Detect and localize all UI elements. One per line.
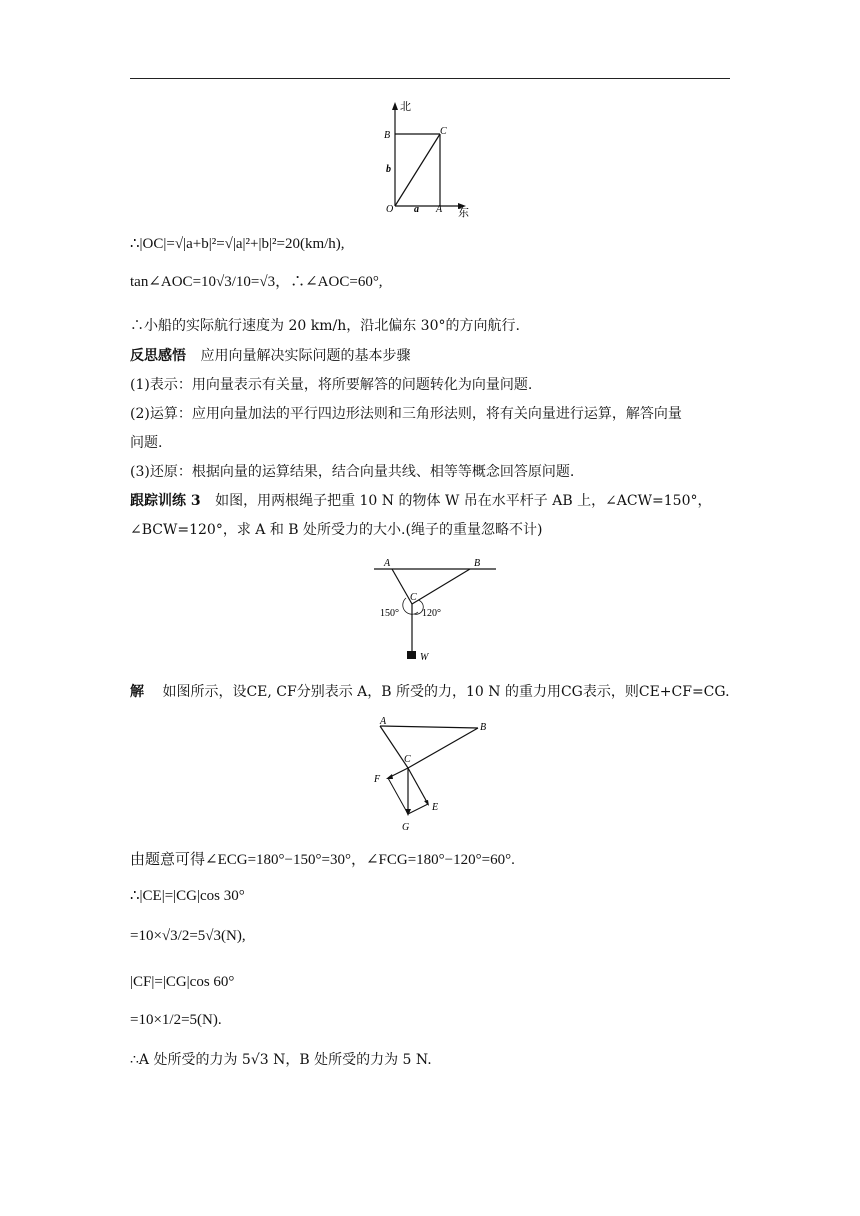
fig1-label-b: b — [386, 164, 391, 175]
fig2-label-B: B — [474, 558, 481, 569]
text-line-16: =10×1/2=5(N). — [130, 1012, 222, 1028]
solution-heading: 解 — [130, 684, 144, 700]
text-line-11 — [130, 682, 730, 702]
text-line-9 — [130, 491, 711, 511]
reflection-intro: 应用向量解决实际问题的基本步骤 — [200, 348, 411, 364]
text-line-14: =10×√3/2=5√3(N), — [130, 928, 246, 944]
text-line-4 — [130, 346, 410, 366]
fig3-label-C: C — [404, 754, 411, 765]
fig2-angle-120: 120° — [422, 608, 441, 619]
fig1-north: 北 — [400, 101, 411, 113]
exercise-text: 如图，用两根绳子把重 10 N 的物体 W 吊在水平杆子 AB 上，∠ACW=150°， — [215, 493, 712, 509]
fig3-label-A: A — [380, 716, 387, 727]
text-line-5: (1)表示：用向量表示有关量，将所要解答的问题转化为向量问题. — [130, 377, 533, 393]
text-line-15: |CF|=|CG|cos 60° — [130, 974, 235, 990]
fig2-angle-150: 150° — [380, 608, 399, 619]
fig1-label-a: a — [414, 204, 419, 215]
fig1-label-A: A — [436, 204, 443, 215]
text-line-17: ∴A 处所受的力为 5√3 N，B 处所受的力为 5 N. — [130, 1052, 432, 1068]
text-line-6: (2)运算：应用向量加法的平行四边形法则和三角形法则，将有关向量进行运算，解答向量 — [130, 406, 682, 422]
text-line-7: 问题. — [130, 435, 163, 451]
text-line-12: 由题意可得∠ECG=180°−150°=30°，∠FCG=180°−120°=60°. — [130, 852, 515, 868]
fig1-east: 东 — [458, 207, 469, 219]
header-rule — [130, 78, 730, 79]
section-heading-reflection: 反思感悟 — [130, 348, 186, 364]
fig3-label-B: B — [480, 722, 487, 733]
section-heading-exercise: 跟踪训练 3 — [130, 493, 201, 509]
fig3-label-F: F — [374, 774, 381, 785]
solution-intro: 如图所示，设CE, CF分别表示 A，B 所受的力，10 N 的重力用CG表示，则CE+CF=CG. — [162, 684, 730, 700]
text-line-13: ∴|CE|=|CG|cos 30° — [130, 888, 245, 904]
text-line-3: ∴小船的实际航行速度为 20 km/h，沿北偏东 30°的方向航行. — [130, 318, 520, 334]
figure-hanging-weight — [370, 554, 500, 664]
fig2-label-A: A — [384, 558, 391, 569]
fig3-label-G: G — [402, 822, 410, 833]
fig3-label-E: E — [432, 802, 439, 813]
fig1-label-C: C — [440, 126, 447, 137]
text-line-2: tan∠AOC=10√3/10=√3，∴∠AOC=60°, — [130, 274, 383, 290]
fig1-label-O: O — [386, 204, 394, 215]
text-line-1: ∴|OC|=√|a+b|²=√|a|²+|b|²=20(km/h), — [130, 236, 345, 252]
fig1-label-B: B — [384, 130, 391, 141]
figure-velocity-diagram — [380, 98, 480, 222]
fig2-label-W: W — [420, 652, 429, 663]
figure-force-diagram — [366, 712, 496, 838]
fig2-label-C: C — [410, 592, 417, 603]
text-line-10: ∠BCW=120°，求 A 和 B 处所受力的大小.(绳子的重量忽略不计) — [130, 522, 543, 538]
text-line-8: (3)还原：根据向量的运算结果，结合向量共线、相等等概念回答原问题. — [130, 464, 575, 480]
